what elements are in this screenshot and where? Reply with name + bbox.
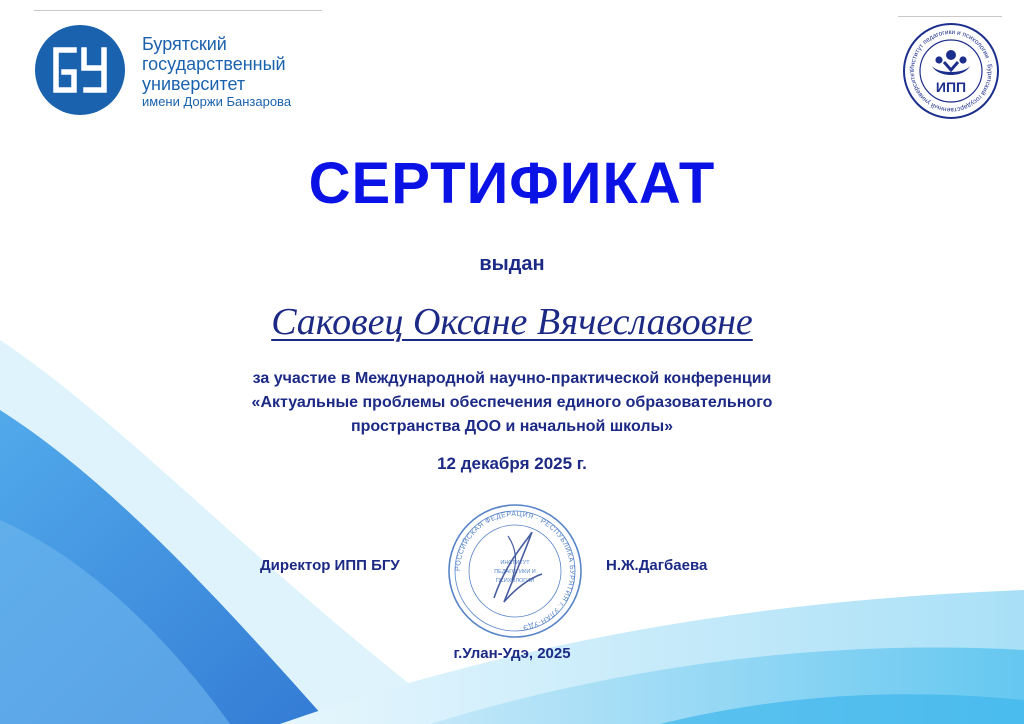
svg-text:Институт педагогики и психолог: Институт педагогики и психологии · Бурятский государственный университет bbox=[908, 28, 994, 114]
issue-date: 12 декабря 2025 г. bbox=[437, 454, 587, 473]
svg-text:ПЕДАГОГИКИ И: ПЕДАГОГИКИ И bbox=[494, 569, 536, 575]
place-and-year: г.Улан-Удэ, 2025 bbox=[453, 645, 571, 662]
university-name-line2: государственный bbox=[142, 54, 286, 74]
top-rule-left bbox=[34, 10, 322, 11]
svg-text:РОССИЙСКАЯ ФЕДЕРАЦИЯ · РЕСПУБЛ: РОССИЙСКАЯ ФЕДЕРАЦИЯ · РЕСПУБЛИКА БУРЯТИЯ г. УЛАН-УДЭ bbox=[454, 510, 576, 631]
description-line3: пространства ДОО и начальной школы» bbox=[350, 418, 674, 435]
issued-label: выдан bbox=[479, 253, 545, 275]
bgu-emblem-icon bbox=[34, 24, 126, 116]
recipient-name-text: Саковец Оксане Вячеславовне bbox=[271, 301, 753, 343]
university-name-sub: имени Доржи Банзарова bbox=[142, 94, 292, 109]
ipp-institute-logo bbox=[902, 22, 1000, 120]
participation-description bbox=[150, 367, 874, 439]
university-name-line3: университет bbox=[142, 74, 246, 94]
svg-text:ИНСТИТУТ: ИНСТИТУТ bbox=[500, 560, 530, 566]
university-name bbox=[142, 34, 286, 96]
signatory-title: Директор ИПП БГУ bbox=[260, 557, 400, 574]
description-line1: за участие в Международной научно-практической конференции bbox=[252, 370, 772, 387]
official-stamp bbox=[446, 502, 584, 640]
svg-text:ПСИХОЛОГИИ: ПСИХОЛОГИИ bbox=[495, 578, 535, 584]
top-rule-right bbox=[898, 16, 1002, 17]
ipp-abbr: ИПП bbox=[935, 79, 967, 95]
description-line2: «Актуальные проблемы обеспечения единого образовательного bbox=[251, 394, 773, 411]
signatory-name: Н.Ж.Дагбаева bbox=[606, 557, 708, 574]
university-name-line1: Бурятский bbox=[142, 34, 227, 54]
certificate-title: СЕРТИФИКАТ bbox=[308, 151, 716, 216]
recipient-name bbox=[0, 300, 1024, 344]
university-logo bbox=[34, 24, 334, 116]
